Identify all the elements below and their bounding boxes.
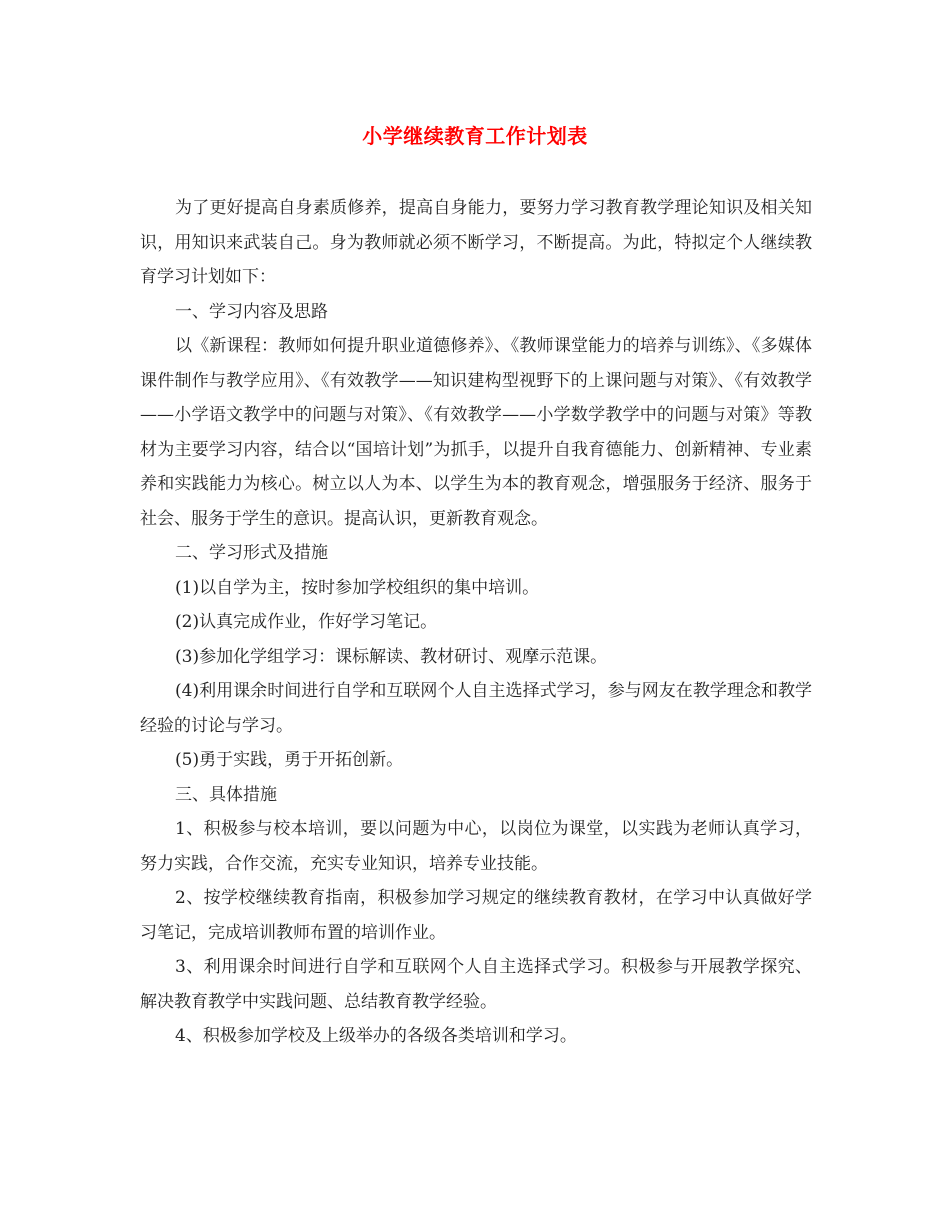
list-item-4: (4)利用课余时间进行自学和互联网个人自主选择式学习，参与网友在教学理念和教学经验的讨论与学习。 (140, 681, 812, 736)
list-item-1: (1)以自学为主，按时参加学校组织的集中培训。 (175, 577, 540, 598)
list-item-2: (2)认真完成作业，作好学习笔记。 (175, 612, 438, 632)
document-body (140, 191, 812, 1054)
measure-item-2: 2、按学校继续教育指南，积极参加学习规定的继续教育教材，在学习中认真做好学习笔记，完成培训教师布置的培训作业。 (140, 888, 812, 943)
list-item-3: (3)参加化学组学习：课标解读、教材研讨、观摩示范课。 (175, 646, 608, 667)
section-heading-1: 一、学习内容及思路 (175, 301, 328, 322)
measure-item-1: 1、积极参与校本培训，要以问题为中心，以岗位为课堂，以实践为老师认真学习，努力实践，合作交流，充实专业知识，培养专业技能。 (140, 819, 812, 874)
measure-item-3: 3、利用课余时间进行自学和互联网个人自主选择式学习。积极参与开展教学探究、解决教育教学中实践问题、总结教育教学经验。 (140, 957, 812, 1012)
document-title: 小学继续教育工作计划表 (362, 124, 588, 148)
paragraph-study-content: 以《新课程：教师如何提升职业道德修养》、《教师课堂能力的培养与训练》、《多媒体课件制作与教学应用》、《有效教学——知识建构型视野下的上课问题与对策》、《有效教学——小学语文教学中的问题与对策》、《有效教学——小学数学教学中的问题与对策》等教材为主要学习内容，结合以“国培计划”为抓手，以提升自我育德能力、创新精神、专业素养和实践能力为核心。树立以人为本、以学生为本的教育观念，增强服务于经济、服务于社会、服务于学生的意识。提高认识，更新教育观念。 (140, 336, 812, 529)
measure-item-4: 4、积极参加学校及上级举办的各级各类培训和学习。 (175, 1026, 577, 1046)
section-heading-3: 三、具体措施 (175, 784, 277, 805)
section-heading-2: 二、学习形式及措施 (175, 543, 328, 563)
list-item-5: (5)勇于实践，勇于开拓创新。 (175, 750, 404, 770)
paragraph-intro: 为了更好提高自身素质修养，提高自身能力，要努力学习教育教学理论知识及相关知识，用知识来武装自己。身为教师就必须不断学习，不断提高。为此，特拟定个人继续教育学习计划如下： (140, 198, 812, 287)
